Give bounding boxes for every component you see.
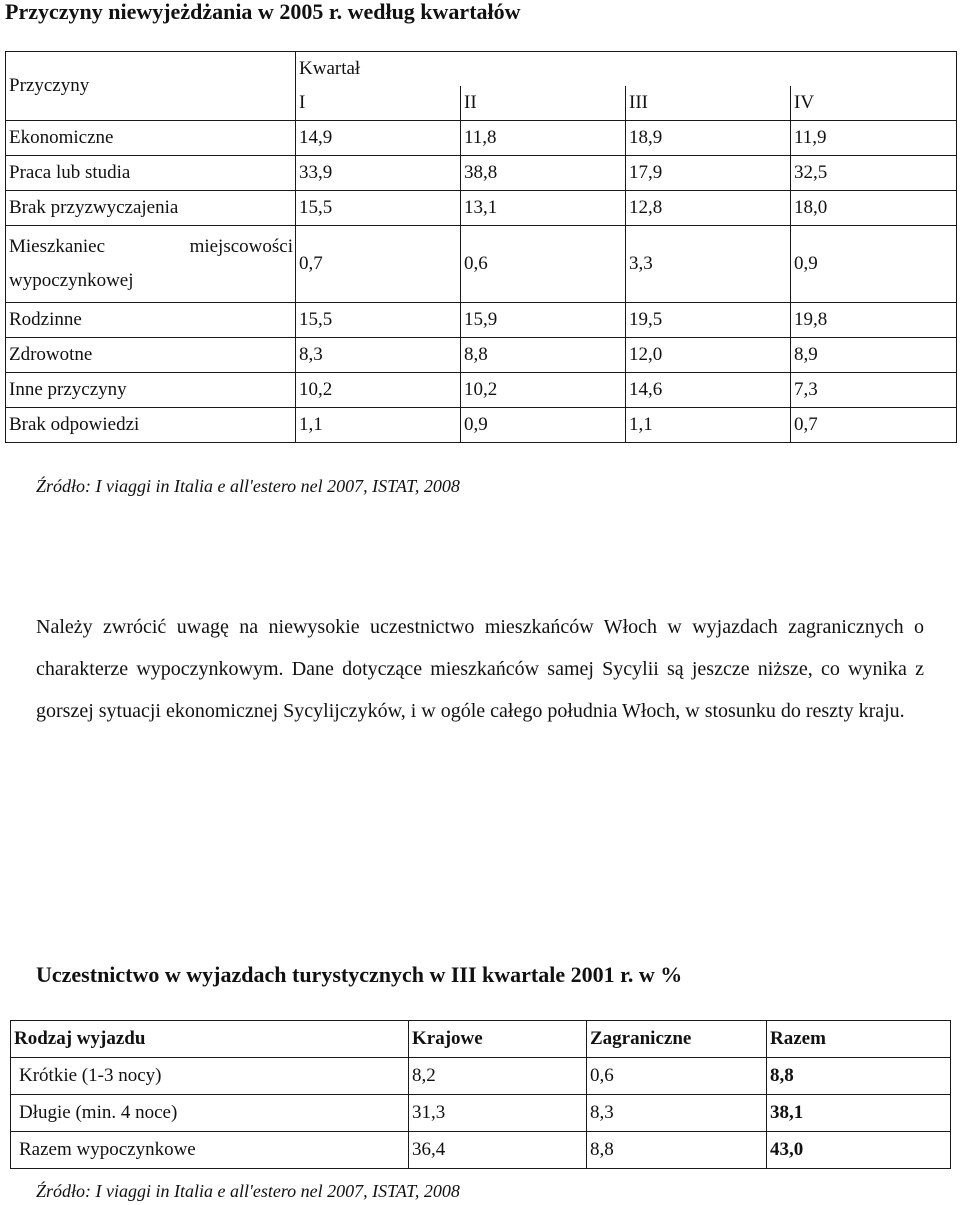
table-row	[11, 1132, 951, 1169]
value-cell: 8,8	[461, 338, 626, 373]
reason-cell: Ekonomiczne	[6, 121, 296, 156]
quarter-header: III	[626, 86, 791, 121]
table-row	[6, 226, 957, 303]
reason-cell	[6, 226, 296, 303]
value-cell: 11,9	[791, 121, 957, 156]
value-cell: 0,6	[461, 226, 626, 303]
reason-line2: wypoczynkowej	[9, 270, 134, 291]
table-row	[6, 191, 957, 226]
foreign-cell: 8,8	[587, 1132, 767, 1169]
header-reasons: Przyczyny	[6, 52, 296, 121]
header-quarter: Kwartał	[296, 52, 957, 87]
value-cell: 38,8	[461, 156, 626, 191]
reason-line1-b: miejscowości	[189, 236, 293, 257]
value-cell: 1,1	[296, 408, 461, 443]
value-cell: 10,2	[296, 373, 461, 408]
quarter-header: I	[296, 86, 461, 121]
table-row	[6, 156, 957, 191]
reason-line1-a: Mieszkaniec	[9, 236, 106, 257]
reasons-table	[5, 51, 957, 443]
value-cell: 8,3	[296, 338, 461, 373]
table-row	[6, 408, 957, 443]
value-cell: 15,5	[296, 191, 461, 226]
table-row	[11, 1095, 951, 1132]
value-cell: 0,7	[296, 226, 461, 303]
value-cell: 33,9	[296, 156, 461, 191]
quarter-header: IV	[791, 86, 957, 121]
reason-cell: Brak przyzwyczajenia	[6, 191, 296, 226]
value-cell: 7,3	[791, 373, 957, 408]
value-cell: 19,8	[791, 303, 957, 338]
table1-title: Przyczyny niewyjeżdżania w 2005 r. według kwartałów	[5, 0, 521, 24]
value-cell: 3,3	[626, 226, 791, 303]
reason-cell: Rodzinne	[6, 303, 296, 338]
trips-table	[10, 1020, 951, 1169]
value-cell: 14,6	[626, 373, 791, 408]
value-cell: 13,1	[461, 191, 626, 226]
table-row	[6, 373, 957, 408]
trip-type-cell: Krótkie (1-3 nocy)	[11, 1058, 409, 1095]
trip-type-cell: Razem wypoczynkowe	[11, 1132, 409, 1169]
value-cell: 12,8	[626, 191, 791, 226]
value-cell: 0,7	[791, 408, 957, 443]
column-header: Zagraniczne	[587, 1021, 767, 1058]
value-cell: 15,9	[461, 303, 626, 338]
value-cell: 12,0	[626, 338, 791, 373]
table2-source: Źródło: I viaggi in Italia e all'estero nel 2007, ISTAT, 2008	[36, 1181, 460, 1201]
value-cell: 10,2	[461, 373, 626, 408]
table-row	[6, 303, 957, 338]
column-header: Krajowe	[409, 1021, 587, 1058]
value-cell: 15,5	[296, 303, 461, 338]
foreign-cell: 8,3	[587, 1095, 767, 1132]
table-row	[6, 121, 957, 156]
value-cell: 14,9	[296, 121, 461, 156]
value-cell: 0,9	[461, 408, 626, 443]
value-cell: 8,9	[791, 338, 957, 373]
trip-type-cell: Długie (min. 4 noce)	[11, 1095, 409, 1132]
domestic-cell: 36,4	[409, 1132, 587, 1169]
value-cell: 1,1	[626, 408, 791, 443]
table-row	[6, 338, 957, 373]
table2-title: Uczestnictwo w wyjazdach turystycznych w III kwartale 2001 r. w %	[36, 962, 683, 987]
header-row	[11, 1021, 951, 1058]
column-header: Razem	[767, 1021, 951, 1058]
table1-source: Źródło: I viaggi in Italia e all'estero nel 2007, ISTAT, 2008	[36, 476, 460, 496]
header-row	[6, 52, 957, 87]
value-cell: 32,5	[791, 156, 957, 191]
foreign-cell: 0,6	[587, 1058, 767, 1095]
value-cell: 19,5	[626, 303, 791, 338]
total-cell: 43,0	[767, 1132, 951, 1169]
value-cell: 11,8	[461, 121, 626, 156]
body-paragraph: Należy zwrócić uwagę na niewysokie uczestnictwo mieszkańców Włoch w wyjazdach zagranicznych o charakterze wypoczynkowym. Dane dotyczące mieszkańców samej Sycylii są jeszcze niższe, co wynika z gorszej sytuacji ekonomicznej Sycylijczyków, i w ogóle całego południa Włoch, w stosunku do reszty kraju.	[36, 616, 924, 722]
reason-cell: Brak odpowiedzi	[6, 408, 296, 443]
value-cell: 18,0	[791, 191, 957, 226]
total-cell: 38,1	[767, 1095, 951, 1132]
total-cell: 8,8	[767, 1058, 951, 1095]
domestic-cell: 31,3	[409, 1095, 587, 1132]
value-cell: 17,9	[626, 156, 791, 191]
column-header: Rodzaj wyjazdu	[11, 1021, 409, 1058]
quarter-header: II	[461, 86, 626, 121]
value-cell: 18,9	[626, 121, 791, 156]
domestic-cell: 8,2	[409, 1058, 587, 1095]
table-row	[11, 1058, 951, 1095]
reason-cell: Praca lub studia	[6, 156, 296, 191]
reason-cell: Inne przyczyny	[6, 373, 296, 408]
reason-cell: Zdrowotne	[6, 338, 296, 373]
value-cell: 0,9	[791, 226, 957, 303]
